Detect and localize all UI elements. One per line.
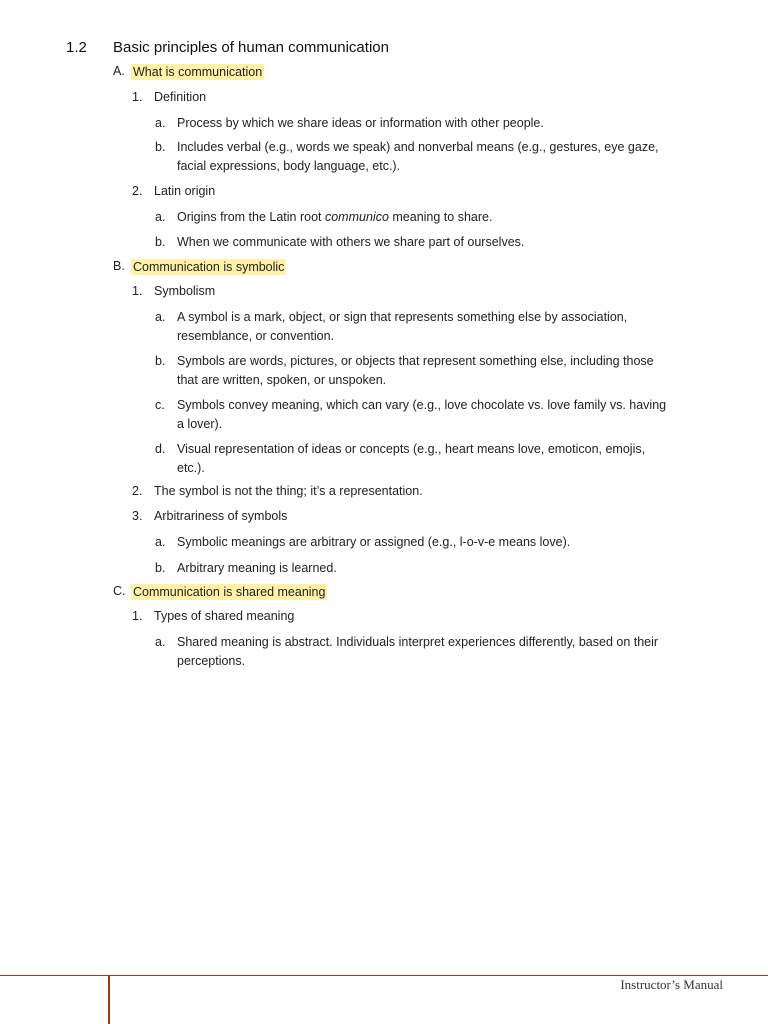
outline-subitem (155, 352, 700, 390)
outline-marker: b. (155, 354, 166, 368)
highlighted-heading: Communication is symbolic (133, 260, 285, 274)
outline-marker: a. (155, 210, 166, 224)
text-line: facial expressions, body language, etc.). (177, 159, 401, 173)
italic-term: communico (324, 210, 389, 224)
outline-marker: a. (155, 535, 166, 549)
outline-subitem (155, 633, 700, 671)
text-line: Process by which we share ideas or information with other people. (177, 116, 544, 130)
outline-marker: a. (155, 635, 166, 649)
text-segment: Origins from the Latin root (177, 210, 325, 224)
text-line: Arbitrary meaning is learned. (177, 561, 337, 575)
outline-marker: a. (155, 116, 166, 130)
highlighted-heading: Communication is shared meaning (133, 585, 326, 599)
outline-marker: 1. (132, 284, 143, 298)
outline-marker: 1. (132, 609, 143, 623)
outline-marker: b. (155, 235, 166, 249)
outline-subitem (155, 308, 700, 346)
outline-subitem (155, 233, 700, 252)
outline-marker: 2. (132, 484, 143, 498)
outline-marker: 2. (132, 184, 143, 198)
text-line: A symbol is a mark, object, or sign that represents something else by association, (177, 310, 628, 324)
highlighted-heading: What is communication (133, 65, 263, 79)
outline-subitem (155, 138, 700, 176)
outline-marker: B. (113, 259, 125, 273)
text-line: a lover). (177, 417, 223, 431)
text-line: etc.). (177, 461, 205, 475)
footer-rule-horizontal (0, 975, 768, 976)
text-line: that are written, spoken, or unspoken. (177, 373, 387, 387)
text-line: Symbols are words, pictures, or objects that represent something else, including those (177, 354, 654, 368)
outline-marker: 3. (132, 509, 143, 523)
outline-text: Latin origin (154, 184, 216, 198)
outline-text: The symbol is not the thing; it’s a representation. (154, 484, 423, 498)
section-title: Basic principles of human communication (113, 39, 389, 56)
text-line: Includes verbal (e.g., words we speak) and nonverbal means (e.g., gestures, eye gaze, (177, 140, 659, 154)
outline-subitem (155, 208, 700, 227)
outline-subitem (155, 114, 700, 133)
text-line: When we communicate with others we share part of ourselves. (177, 235, 525, 249)
outline-marker: a. (155, 310, 166, 324)
outline-subitem (155, 396, 700, 434)
text-line: Shared meaning is abstract. Individuals interpret experiences differently, based on their (177, 635, 659, 649)
footer-rule-vertical (108, 975, 110, 1024)
text-segment: meaning to share. (388, 210, 493, 224)
text-line: Visual representation of ideas or concepts (e.g., heart means love, emoticon, emojis, (177, 442, 646, 456)
text-line: resemblance, or convention. (177, 329, 335, 343)
outline-marker: d. (155, 442, 166, 456)
outline-subitem (155, 440, 700, 478)
outline-text: Types of shared meaning (154, 609, 295, 623)
text-line: Symbolic meanings are arbitrary or assigned (e.g., l-o-v-e means love). (177, 535, 571, 549)
outline-text: Arbitrariness of symbols (154, 509, 288, 523)
outline-text: Symbolism (154, 284, 216, 298)
outline-marker: b. (155, 561, 166, 575)
outline-marker: 1. (132, 90, 143, 104)
outline-text: Definition (154, 90, 207, 104)
outline-marker: b. (155, 140, 166, 154)
text-line: Symbols convey meaning, which can vary (e.g., love chocolate vs. love family vs. having (177, 398, 667, 412)
section-number: 1.2 (66, 39, 87, 56)
footer-text: Instructor’s Manual (620, 977, 723, 992)
outline-marker: c. (155, 398, 165, 412)
outline-subitem (155, 559, 700, 578)
outline-marker: C. (113, 584, 126, 598)
outline-subitem (155, 533, 700, 552)
outline-marker: A. (113, 64, 125, 78)
text-line: perceptions. (177, 654, 246, 668)
